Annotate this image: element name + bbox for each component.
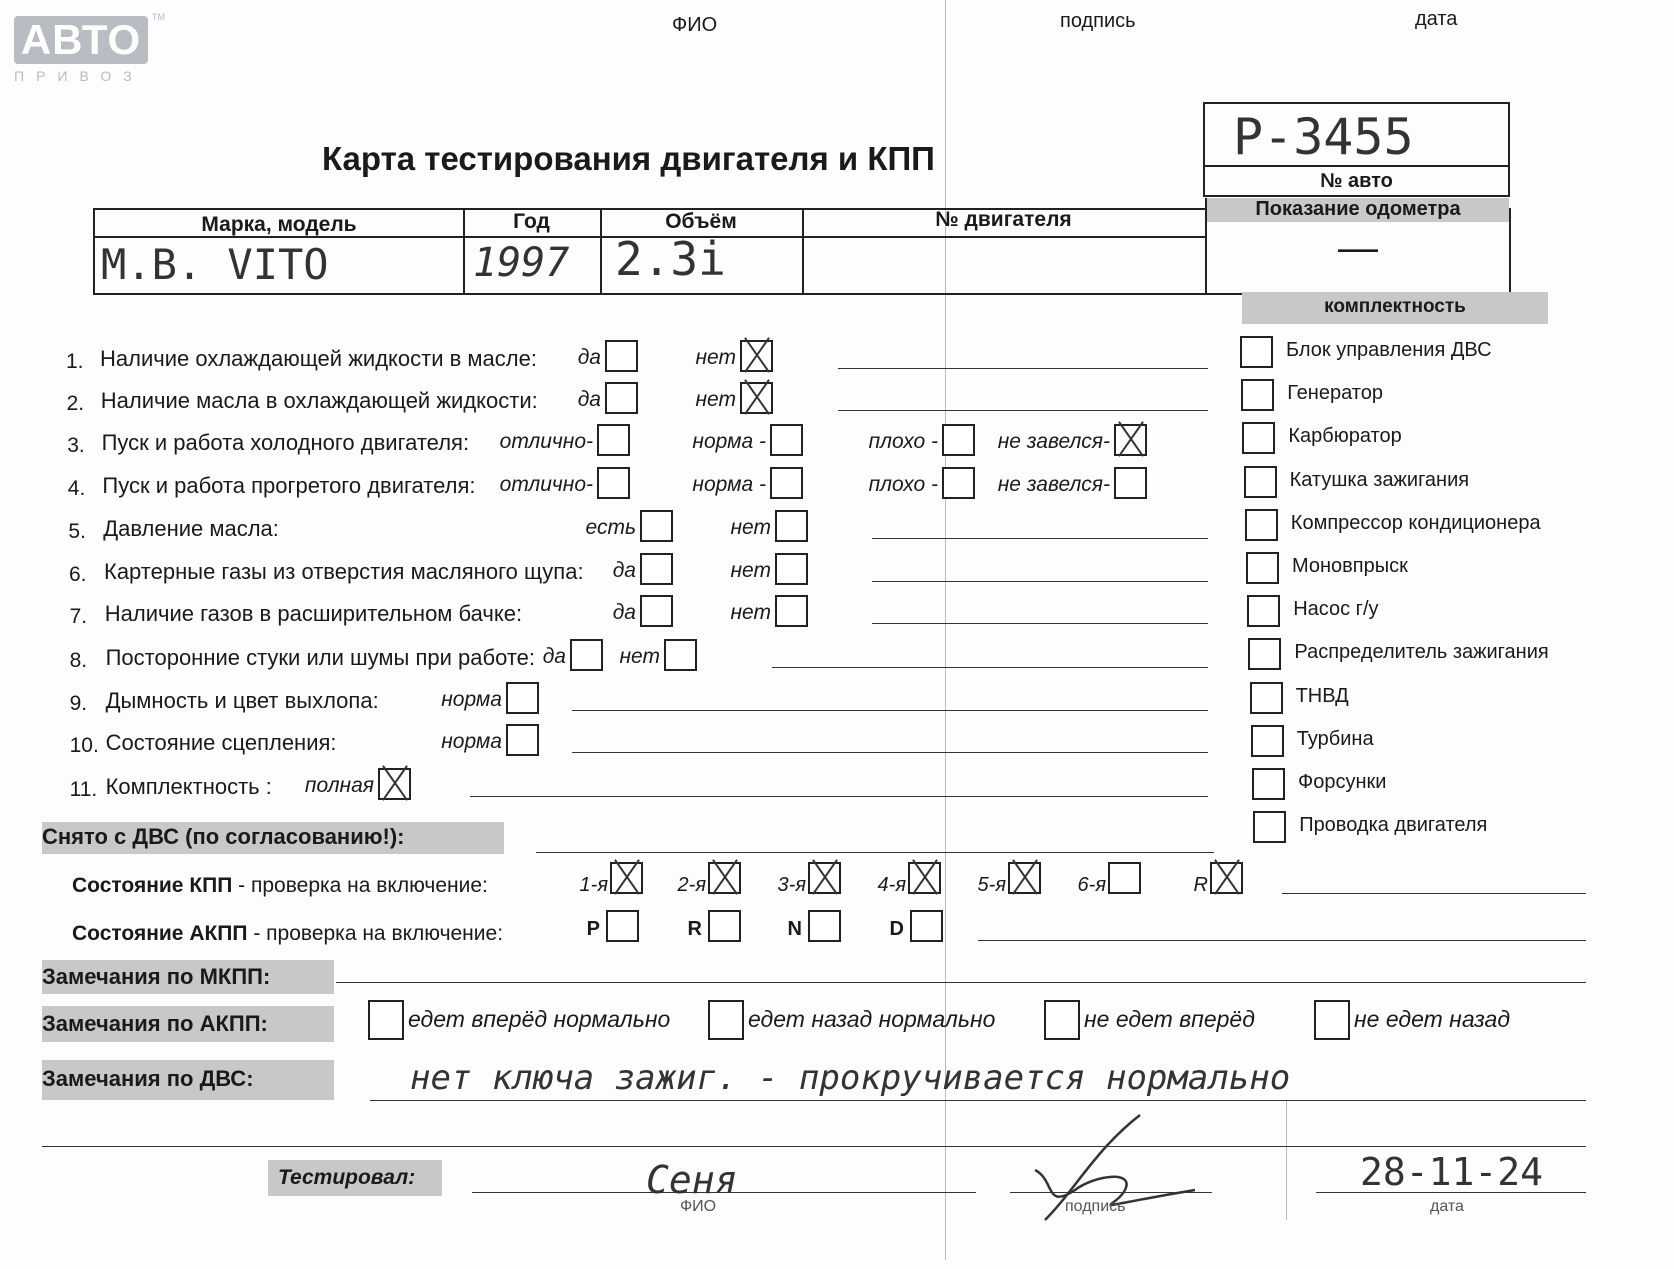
completeness-item-label: Форсунки: [1298, 771, 1387, 793]
question-option-label: нет: [695, 346, 736, 369]
bottom-signature-label: подпись: [1065, 1198, 1126, 1215]
check-mark-icon: [739, 338, 773, 372]
tested-name: Сеня: [646, 1158, 738, 1202]
completeness-checkbox[interactable]: [1241, 379, 1274, 411]
completeness-checkbox[interactable]: [1252, 768, 1285, 800]
akpp-gear-checkbox[interactable]: [708, 910, 741, 942]
question-option-label: да: [577, 346, 601, 369]
answer-line: [872, 538, 1208, 539]
logo-brand: АВТО: [14, 16, 148, 64]
question-option-checkbox[interactable]: [605, 340, 638, 372]
bottom-fio-label: ФИО: [680, 1198, 717, 1215]
answer-line: [872, 581, 1208, 582]
question-option-label: не завелся-: [997, 430, 1110, 453]
completeness-checkbox[interactable]: [1250, 682, 1283, 714]
question-option-checkbox[interactable]: [775, 510, 808, 542]
question-number: 8.: [69, 649, 88, 672]
question-option-label: да: [612, 559, 636, 582]
question-option-label: отлично-: [499, 473, 593, 496]
kpp-gear-label: 3-я: [777, 874, 806, 896]
akpp-gear-label: D: [889, 918, 904, 940]
auto-number-label: № авто: [1320, 170, 1393, 192]
top-signature-label: подпись: [1060, 10, 1136, 32]
question-text: Пуск и работа прогретого двигателя:: [102, 473, 476, 498]
question-number: 3.: [67, 434, 85, 457]
col-year: Год: [513, 210, 550, 233]
completeness-item-label: Блок управления ДВС: [1286, 339, 1492, 361]
check-mark-icon: [807, 860, 841, 894]
question-option-checkbox[interactable]: [770, 424, 803, 456]
col-volume: Объём: [665, 210, 737, 233]
akpp-gear-label: P: [586, 918, 600, 940]
question-number: 10.: [69, 734, 99, 757]
question-number: 6.: [69, 563, 87, 586]
completeness-title: комплектность: [1324, 296, 1466, 317]
completeness-item-label: Турбина: [1296, 727, 1374, 750]
auto-number-value: P-3455: [1233, 108, 1414, 166]
question-text: Дымность и цвет выхлопа:: [105, 688, 379, 713]
answer-line: [572, 752, 1208, 753]
completeness-item-label: Насос г/у: [1293, 598, 1379, 621]
question-text: Наличие газов в расширительном бачке:: [104, 601, 523, 626]
question-option-checkbox[interactable]: [775, 595, 808, 627]
top-fio-label: ФИО: [672, 14, 718, 36]
question-option-label: норма: [441, 730, 502, 753]
question-option-checkbox[interactable]: [664, 639, 697, 671]
kpp-gear-label: 1-я: [579, 874, 608, 896]
top-date-label: дата: [1415, 8, 1458, 30]
check-mark-icon: [907, 860, 941, 894]
akpp-remark-label: не едет вперёд: [1084, 1006, 1255, 1032]
question-option-checkbox[interactable]: [942, 467, 975, 499]
question-option-checkbox[interactable]: [775, 553, 808, 585]
logo: [14, 12, 165, 84]
akpp-gear-checkbox[interactable]: [910, 910, 943, 942]
completeness-item-label: Карбюратор: [1288, 425, 1402, 448]
completeness-checkbox[interactable]: [1248, 638, 1281, 670]
question-number: 11.: [69, 778, 98, 801]
completeness-item-label: Генератор: [1287, 382, 1383, 405]
question-text: Состояние сцепления:: [105, 730, 337, 755]
completeness-checkbox[interactable]: [1245, 509, 1278, 541]
answer-line: [838, 368, 1208, 369]
check-mark-icon: [1007, 860, 1041, 894]
question-option-label: нет: [730, 516, 771, 539]
fold-line: [1286, 1100, 1287, 1220]
completeness-checkbox[interactable]: [1247, 595, 1280, 627]
value-volume: 2.3i: [615, 232, 726, 286]
bottom-date-label: дата: [1430, 1198, 1464, 1215]
akpp-remark-label: не едет назад: [1354, 1006, 1511, 1032]
question-number: 2.: [66, 392, 85, 415]
akpp-label: Состояние АКПП - проверка на включение:: [72, 922, 504, 945]
akpp-gear-checkbox[interactable]: [606, 910, 639, 942]
question-option-checkbox[interactable]: [770, 467, 803, 499]
question-option-label: да: [577, 388, 601, 411]
question-option-checkbox[interactable]: [1114, 467, 1147, 499]
question-option-label: не завелся-: [997, 473, 1110, 496]
kpp-gear-label: 5-я: [977, 874, 1006, 896]
question-option-checkbox[interactable]: [506, 682, 539, 714]
answer-line: [838, 410, 1208, 411]
dvs-remarks-value: нет ключа зажиг. - прокручивается нормально: [410, 1058, 1291, 1098]
answer-line: [772, 667, 1208, 668]
check-mark-icon: [707, 860, 741, 894]
question-option-label: есть: [585, 516, 636, 539]
question-text: Картерные газы из отверстия масляного щупа:: [104, 559, 584, 584]
answer-line: [470, 796, 1208, 797]
completeness-item-label: Распределитель зажигания: [1294, 641, 1549, 664]
question-option-label: нет: [730, 601, 771, 624]
question-text: Наличие охлаждающей жидкости в масле:: [100, 346, 537, 371]
completeness-item-label: Моновпрыск: [1292, 555, 1408, 577]
completeness-checkbox[interactable]: [1251, 725, 1284, 757]
completeness-checkbox[interactable]: [1246, 552, 1279, 584]
completeness-item-label: ТНВД: [1295, 684, 1349, 707]
col-make-model: Марка, модель: [201, 213, 357, 236]
check-mark-icon: [1113, 422, 1147, 456]
question-option-checkbox[interactable]: [597, 467, 630, 499]
question-number: 9.: [69, 692, 88, 715]
question-option-label: нет: [695, 388, 736, 411]
completeness-item-label: Проводка двигателя: [1299, 814, 1488, 837]
kpp-label: Состояние КПП - проверка на включение:: [72, 874, 488, 897]
akpp-gear-checkbox[interactable]: [808, 910, 841, 942]
kpp-gear-checkbox[interactable]: [1108, 862, 1141, 894]
akpp-gear-label: N: [787, 918, 802, 940]
kpp-gear-label: R: [1193, 874, 1208, 896]
kpp-gear-label: 6-я: [1077, 874, 1106, 896]
removed-label: Снято с ДВС (по согласованию!):: [42, 824, 405, 849]
question-option-checkbox[interactable]: [506, 724, 539, 756]
completeness-checkbox[interactable]: [1240, 336, 1273, 368]
question-option-checkbox[interactable]: [640, 595, 673, 627]
question-option-checkbox[interactable]: [605, 382, 638, 414]
question-text: Посторонние стуки или шумы при работе:: [105, 645, 535, 670]
akpp-remark-checkbox[interactable]: [1314, 1000, 1350, 1040]
question-option-label: да: [612, 601, 636, 624]
completeness-item-label: Компрессор кондиционера: [1290, 511, 1541, 534]
question-option-checkbox[interactable]: [570, 639, 603, 671]
question-option-label: плохо -: [868, 430, 938, 453]
question-option-label: плохо -: [868, 473, 938, 496]
akpp-remark-checkbox[interactable]: [708, 1000, 744, 1040]
question-option-checkbox[interactable]: [640, 553, 673, 585]
question-option-label: норма: [441, 688, 502, 711]
question-option-label: норма -: [692, 430, 766, 453]
page-title: Карта тестирования двигателя и КПП: [322, 140, 935, 177]
question-text: Давление масла:: [103, 516, 279, 541]
akpp-gear-label: R: [687, 918, 702, 940]
kpp-gear-label: 2-я: [677, 874, 706, 896]
question-option-label: отлично-: [499, 430, 593, 453]
completeness-checkbox[interactable]: [1253, 811, 1286, 843]
check-mark-icon: [377, 766, 411, 800]
value-year: 1997: [473, 240, 570, 286]
dvs-remarks-label: Замечания по ДВС:: [42, 1066, 254, 1091]
logo-tm: TM: [152, 12, 165, 22]
check-mark-icon: [609, 860, 643, 894]
akpp-remark-label: едет вперёд нормально: [408, 1006, 671, 1032]
question-option-checkbox[interactable]: [640, 510, 673, 542]
akpp-remarks-label: Замечания по АКПП:: [42, 1011, 268, 1036]
answer-line: [872, 623, 1208, 624]
question-number: 4.: [67, 477, 86, 500]
question-option-label: норма -: [692, 473, 766, 496]
completeness-item-label: Катушка зажигания: [1289, 468, 1470, 491]
check-mark-icon: [1209, 860, 1243, 894]
value-make-model: M.B. VITO: [101, 240, 329, 289]
kpp-gear-label: 4-я: [877, 874, 906, 896]
question-option-label: полная: [304, 774, 374, 797]
question-option-label: нет: [619, 645, 660, 668]
question-text: Наличие масла в охлаждающей жидкости:: [100, 388, 538, 413]
odometer-value: —: [1338, 226, 1378, 270]
question-option-checkbox[interactable]: [597, 424, 630, 456]
akpp-remark-checkbox[interactable]: [1044, 1000, 1080, 1040]
question-number: 1.: [66, 350, 84, 373]
question-text: Комплектность :: [105, 774, 272, 799]
akpp-remark-checkbox[interactable]: [368, 1000, 404, 1040]
auto-number-box: [1203, 102, 1510, 197]
odometer-label: Показание одометра: [1255, 198, 1461, 220]
question-text: Пуск и работа холодного двигателя:: [101, 430, 470, 455]
logo-sub: ПРИВОЗ: [14, 68, 144, 84]
question-option-label: да: [542, 645, 566, 668]
question-number: 7.: [69, 605, 88, 628]
question-number: 5.: [68, 520, 86, 543]
akpp-remark-label: едет назад нормально: [748, 1006, 996, 1032]
vehicle-table: [93, 198, 1511, 295]
mkpp-remarks-label: Замечания по МКПП:: [42, 964, 271, 989]
completeness-checkbox[interactable]: [1242, 422, 1275, 454]
answer-line: [572, 710, 1208, 711]
completeness-checkbox[interactable]: [1244, 466, 1277, 498]
tested-label: Тестировал:: [278, 1166, 416, 1189]
tested-date: 28-11-24: [1360, 1150, 1544, 1194]
col-engine-no: № двигателя: [935, 208, 1072, 231]
question-option-label: нет: [730, 559, 771, 582]
check-mark-icon: [739, 380, 773, 414]
question-option-checkbox[interactable]: [942, 424, 975, 456]
